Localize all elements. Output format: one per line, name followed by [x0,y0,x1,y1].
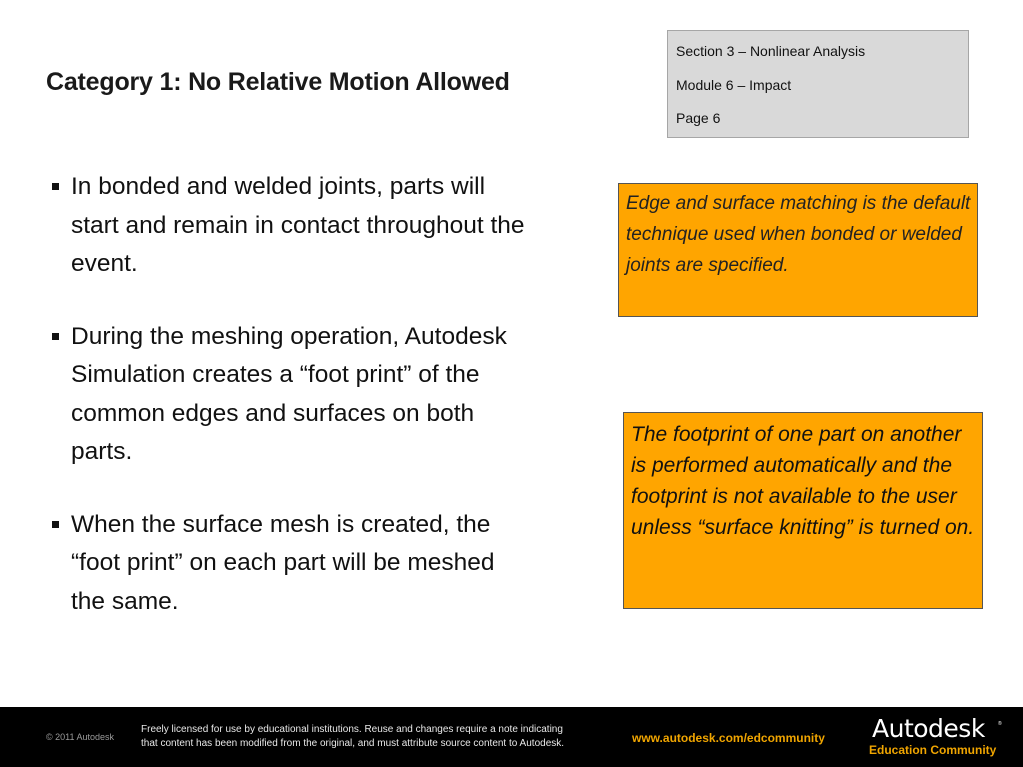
community-link[interactable]: www.autodesk.com/edcommunity [632,731,825,745]
square-bullet-icon [52,183,59,190]
section-label: Section 3 – Nonlinear Analysis [676,43,866,59]
module-label: Module 6 – Impact [676,76,792,93]
education-community-label: Education Community [869,743,997,757]
copyright-text: © 2011 Autodesk [46,732,115,742]
license-text [141,723,631,751]
bullet-item [52,318,532,472]
bullet-item [52,506,532,622]
page-label: Page 6 [676,110,721,126]
registered-mark: ® [998,721,1002,727]
square-bullet-icon [52,521,59,528]
bullet-text: In bonded and welded joints, parts will start and remain in contact throughout the event. [71,173,525,277]
square-bullet-icon [52,333,59,340]
license-line-2: that content has been modified from the original, and must attribute source content to Autodesk. [141,738,565,749]
bullet-text: During the meshing operation, Autodesk Simulation creates a “foot print” of the common edges and surfaces on both parts. [71,322,507,465]
footer-bar [0,707,1023,767]
note-callout-edge-matching: Edge and surface matching is the default technique used when bonded or welded joints are specified. [618,183,978,317]
section-info-box [667,30,969,138]
note-callout-footprint: The footprint of one part on another is performed automatically and the footprint is not available to the user unless “surface knitting” is turned on. [623,412,983,609]
license-line-1: Freely licensed for use by educational institutions. Reuse and changes require a note indicating [141,724,563,735]
bullet-text: When the surface mesh is created, the “foot print” on each part will be meshed the same. [71,510,495,615]
bullet-list [52,168,532,655]
autodesk-logo: Autodesk [872,714,985,743]
slide-title: Category 1: No Relative Motion Allowed [46,68,510,96]
bullet-item [52,168,532,284]
